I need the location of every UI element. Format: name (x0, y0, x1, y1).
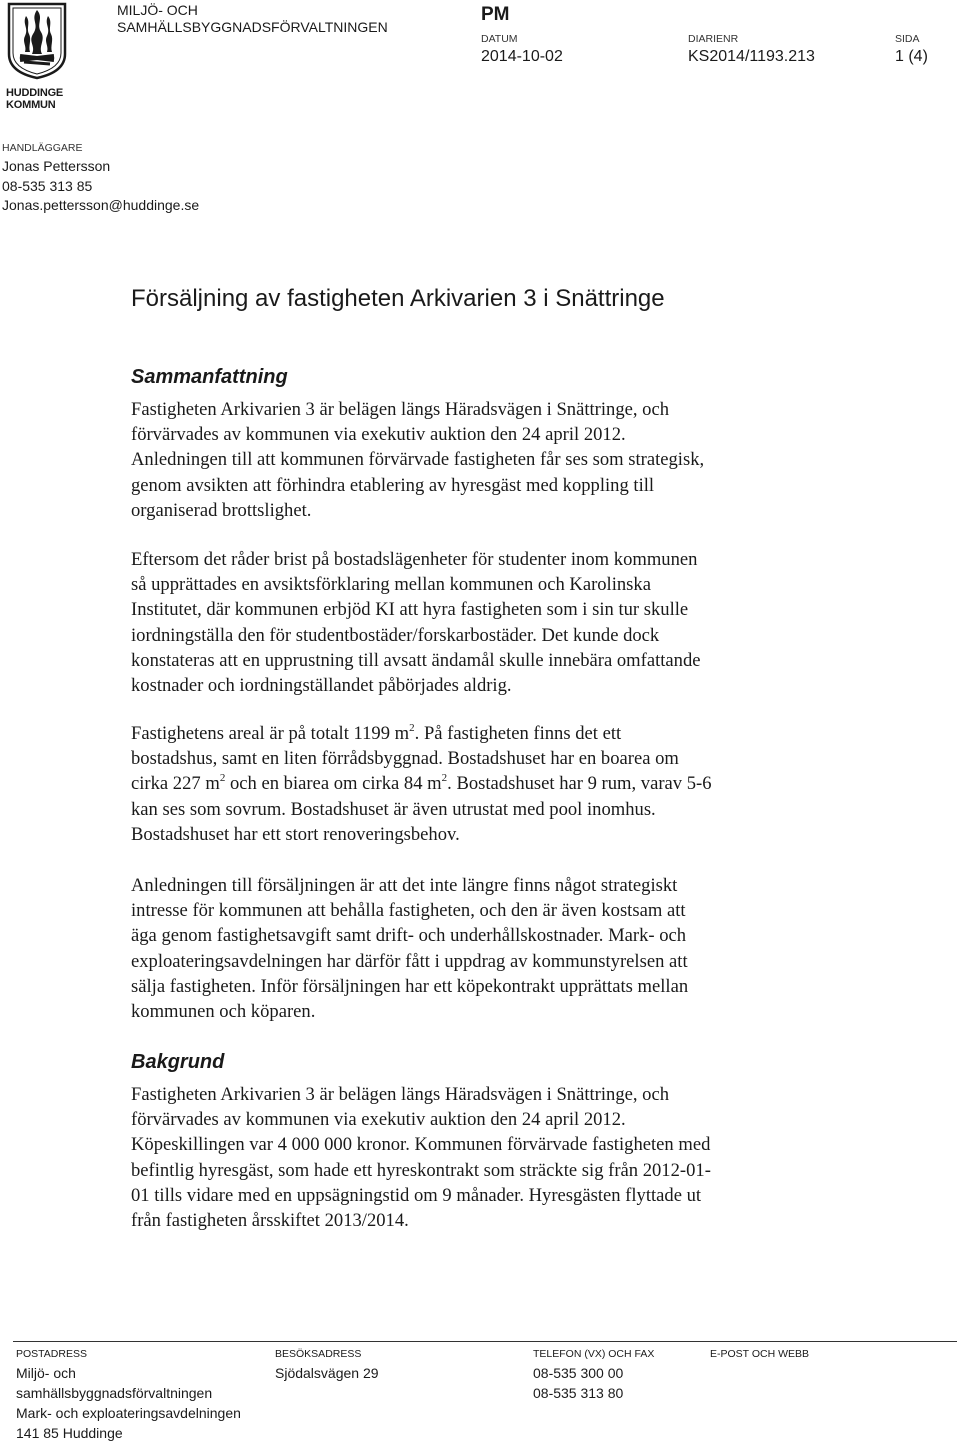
logo-text-huddinge: HUDDINGE (6, 87, 64, 99)
document-title: Försäljning av fastigheten Arkivarien 3 i Snättringe (131, 285, 665, 312)
section-heading-bakgrund: Bakgrund (131, 1051, 225, 1073)
text-line: befintlig hyresgäst, som hade ett hyreskontrakt som sträckte sig från 2012-01- (131, 1159, 711, 1181)
superscript: 2 (219, 772, 226, 785)
footer-postadress-line: 141 85 Huddinge (16, 1425, 123, 1441)
text-line: äga genom fastighetsavgift samt drift- och underhållskostnader. Mark- och (131, 925, 687, 947)
doc-type: PM (481, 4, 510, 25)
text-fragment: Fastighetens areal är på totalt 1199 m (131, 723, 410, 744)
org-name-line2: SAMHÄLLSBYGGNADSFÖRVALTNINGEN (117, 19, 388, 35)
handler-name: Jonas Pettersson (2, 158, 111, 174)
paragraph-summary-4 (131, 873, 831, 1024)
footer-postadress (16, 1363, 241, 1443)
superscript: 2 (409, 721, 415, 734)
text-line: kommunen och köparen. (131, 1001, 316, 1023)
date-label: DATUM (481, 33, 518, 45)
footer-postadress-line: samhällsbyggnadsförvaltningen (16, 1385, 213, 1401)
section-heading-sammanfattning: Sammanfattning (131, 366, 288, 388)
footer-epost-label: E-POST OCH WEBB (710, 1348, 809, 1360)
text-line: Bostadshuset har ett stort renoveringsbehov. (131, 823, 460, 845)
text-line (131, 771, 831, 796)
huddinge-logo (6, 2, 68, 111)
footer-telefon-label: TELEFON (VX) OCH FAX (533, 1348, 655, 1360)
footer-divider (13, 1341, 957, 1342)
text-line: exploateringsavdelningen har därför fått i uppdrag av kommunstyrelsen att (131, 950, 688, 972)
footer-postadress-label: POSTADRESS (16, 1348, 87, 1360)
text-line: sälja fastigheten. Inför försäljningen har ett köpekontrakt upprättats mellan (131, 975, 689, 997)
paragraph-summary-1 (131, 397, 831, 523)
text-line: Institutet, där kommunen erbjöd KI att hyra fastigheten som i sin tur skulle (131, 599, 689, 621)
text-line: genom avsikten att förhindra etablering av hyresgäst med koppling till (131, 474, 655, 496)
footer-besoksadress: Sjödalsvägen 29 (275, 1365, 379, 1381)
footer-postadress-line: Miljö- och (16, 1365, 76, 1381)
text-line: Fastigheten Arkivarien 3 är belägen längs Häradsvägen i Snättringe, och (131, 399, 670, 420)
text-line: bostadshus, samt en liten förrådsbyggnad. Bostadshuset har en boarea om (131, 748, 679, 770)
text-line: Anledningen till försäljningen är att det inte längre finns något strategiskt (131, 875, 678, 896)
handler-label: HANDLÄGGARE (2, 142, 83, 154)
org-name-line1: MILJÖ- OCH (117, 2, 198, 18)
text-fragment: . På fastigheten finns det ett (414, 723, 622, 744)
handler-email: Jonas.pettersson@huddinge.se (2, 197, 200, 213)
text-line: 01 tills vidare med en uppsägningstid om 9 månader. Hyresgästen flyttade ut (131, 1184, 702, 1206)
handler-phone: 08-535 313 85 (2, 178, 93, 194)
text-line: Eftersom det råder brist på bostadslägenheter för studenter inom kommunen (131, 549, 698, 570)
diarienr-label: DIARIENR (688, 33, 739, 45)
footer-postadress-line: Mark- och exploateringsavdelningen (16, 1405, 241, 1421)
text-fragment: cirka 227 m (131, 773, 220, 795)
footer-fax: 08-535 313 80 (533, 1385, 624, 1401)
footer-besoksadress-label: BESÖKSADRESS (275, 1348, 362, 1360)
logo-text-kommun: KOMMUN (6, 99, 56, 111)
text-line: Köpeskillingen var 4 000 000 kronor. Kommunen förvärvade fastigheten med (131, 1134, 711, 1156)
paragraph-background-1 (131, 1082, 831, 1233)
diarienr-value: KS2014/1193.213 (688, 48, 815, 65)
paragraph-summary-2 (131, 547, 831, 698)
text-line: organiserad brottslighet. (131, 499, 312, 521)
text-line: intresse för kommunen att behålla fastigheten, och den är även kostsam att (131, 900, 686, 922)
text-line: konstateras att en upprustning till avsatt ändamål skulle innebära omfattande (131, 649, 701, 671)
text-line: förvärvades av kommunen via exekutiv auktion den 24 april 2012. (131, 424, 626, 446)
date-value: 2014-10-02 (481, 48, 563, 65)
superscript: 2 (441, 772, 448, 785)
text-line: Fastigheten Arkivarien 3 är belägen längs Häradsvägen i Snättringe, och (131, 1084, 670, 1105)
footer-telefon: 08-535 300 00 (533, 1365, 624, 1381)
text-fragment: och en biarea om cirka 84 m (225, 773, 442, 795)
text-line: kan ses som sovrum. Bostadshuset är även utrustat med pool inomhus. (131, 798, 656, 820)
text-line: kostnader och iordningställandet påbörjades aldrig. (131, 675, 512, 697)
text-line: förvärvades av kommunen via exekutiv auktion den 24 april 2012. (131, 1109, 626, 1131)
paragraph-summary-3 (131, 721, 831, 847)
text-line: så upprättades en avsiktsförklaring mellan kommunen och Karolinska (131, 574, 651, 596)
text-line: iordningställa den för studentbostäder/forskarbostäder. Det kunde dock (131, 624, 660, 646)
coat-of-arms-icon (6, 2, 68, 80)
text-line: från fastigheten årsskiftet 2013/2014. (131, 1210, 409, 1232)
text-line: Anledningen till att kommunen förvärvade fastigheten får ses som strategisk, (131, 449, 705, 471)
page-label: SIDA (895, 33, 920, 45)
text-line (131, 721, 831, 746)
page-value: 1 (4) (895, 48, 928, 65)
text-fragment: . Bostadshuset har 9 rum, varav 5-6 (447, 773, 712, 795)
